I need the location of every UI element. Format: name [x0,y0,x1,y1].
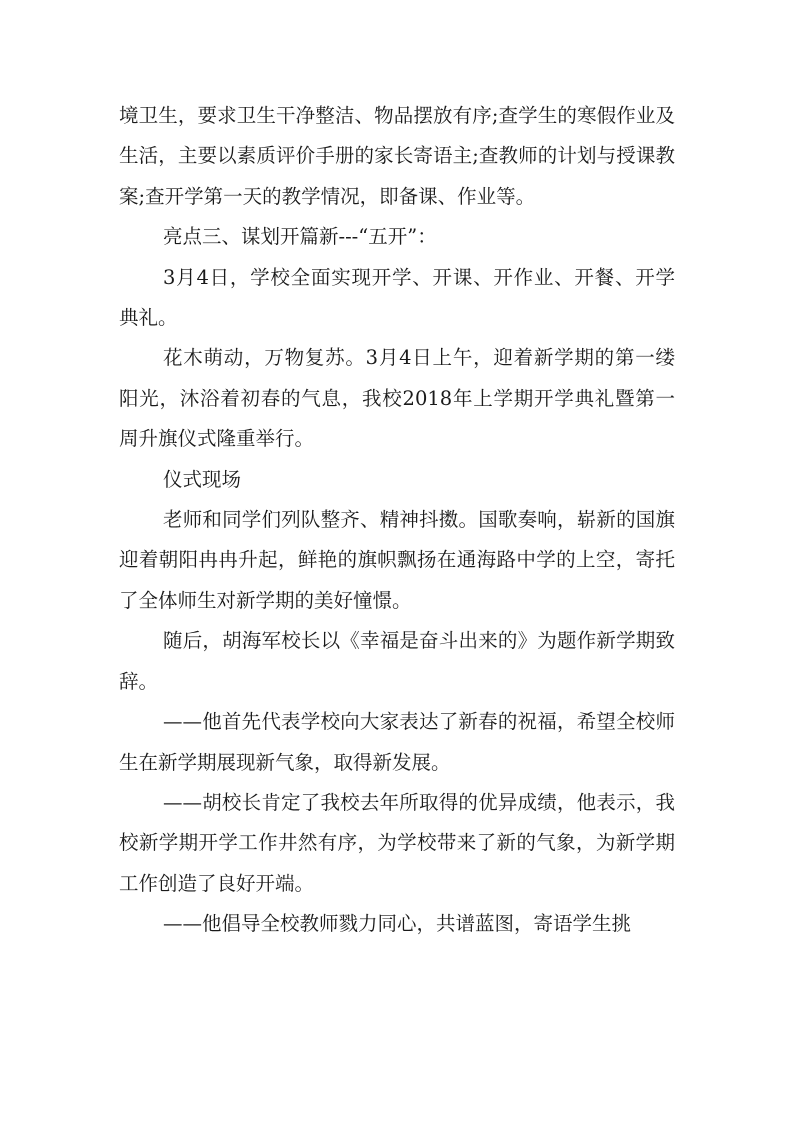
paragraph: 3月4日，学校全面实现开学、开课、开作业、开餐、开学典礼。 [119,265,675,330]
paragraph: 随后，胡海军校长以《幸福是奋斗出来的》为题作新学期致辞。 [119,629,675,693]
paragraph: ——他首先代表学校向大家表达了新春的祝福，希望全校师生在新学期展现新气象，取得新发展。 [119,710,675,774]
paragraph: ——他倡导全校教师戮力同心，共谱蓝图，寄语学生挑 [163,912,632,936]
paragraph: 花木萌动，万物复苏。3月4日上午，迎着新学期的第一缕阳光，沐浴着初春的气息，我校2018年上学期开学典礼暨第一周升旗仪式隆重举行。 [119,346,675,451]
paragraph: 老师和同学们列队整齐、精神抖擞。国歌奏响，崭新的国旗迎着朝阳冉冉升起，鲜艳的旗帜飘扬在通海路中学的上空，寄托了全体师生对新学期的美好憧憬。 [119,508,675,612]
paragraph-subheading: 仪式现场 [163,467,242,491]
paragraph-highlight-three-heading: 亮点三、谋划开篇新---“五开”： [163,225,437,249]
paragraph: ——胡校长肯定了我校去年所取得的优异成绩，他表示，我校新学期开学工作井然有序，为学校带来了新的气象，为新学期工作创造了良好开端。 [119,790,675,895]
body-text [119,96,675,945]
paragraph-continued: 境卫生，要求卫生干净整洁、物品摆放有序;查学生的寒假作业及生活，主要以素质评价手册的家长寄语主;查教师的计划与授课教案;查开学第一天的教学情况，即备课、作业等。 [119,104,675,208]
